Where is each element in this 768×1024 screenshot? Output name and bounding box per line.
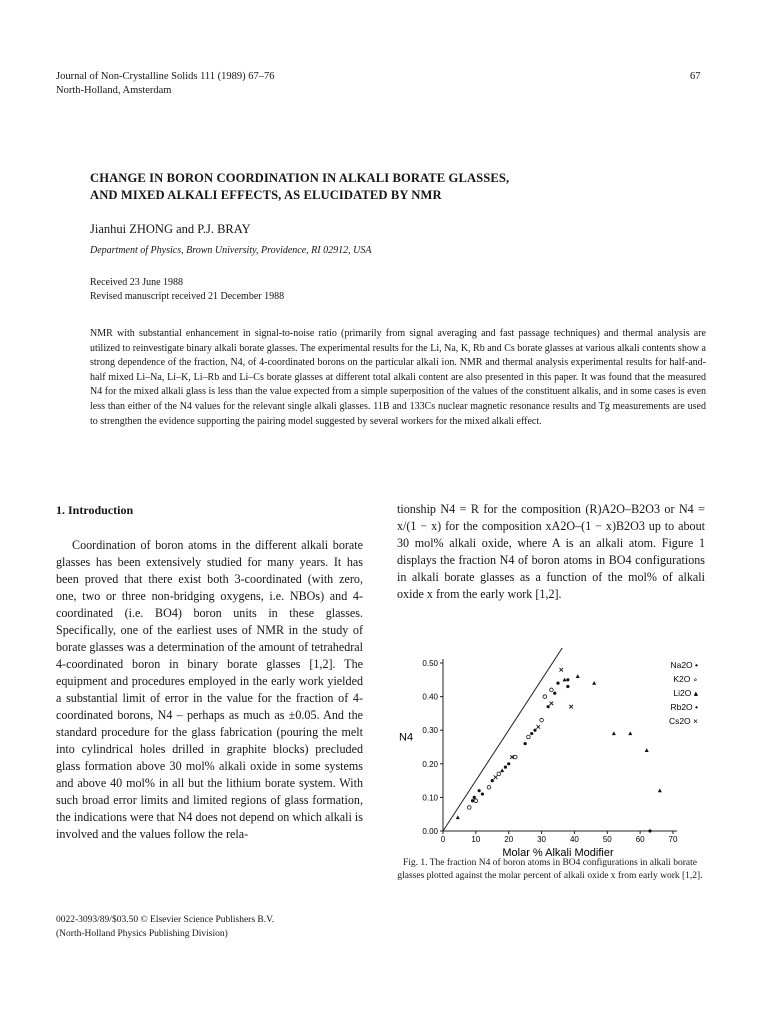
title-line-2: AND MIXED ALKALI EFFECTS, AS ELUCIDATED BY NMR: [90, 188, 442, 202]
y-tick-label: 0.50: [422, 659, 438, 668]
reference-line: [443, 648, 572, 831]
data-point-rb2o: [530, 732, 533, 735]
article-title: [90, 170, 690, 204]
journal-line: Journal of Non-Crystalline Solids 111 (1989) 67–76: [56, 71, 275, 82]
intro-paragraph-cont: tionship N4 = R for the composition (R)A2O–B2O3 or N4 = x/(1 − x) for the composition xA2O–(1 − x)B2O3 up to about 30 mol% alkali oxide, where A is an alkali atom. Figure 1 displays the fraction N4 of boron atoms in BO4 configurations in alkali borate glasses as a function of the mol% of alkali oxide x from the early work [1,2].: [397, 502, 705, 601]
dates: [90, 276, 284, 304]
x-tick-label: 30: [537, 835, 547, 844]
data-point-na2o: [491, 779, 494, 782]
x-tick-label: 40: [569, 835, 579, 844]
data-point-li2o: [658, 788, 662, 792]
n4-scatter-chart: [395, 648, 705, 858]
data-point-k2o: [540, 718, 544, 722]
x-tick-label: 10: [471, 835, 481, 844]
data-point-li2o: [645, 748, 649, 752]
x-tick-label: 50: [602, 835, 612, 844]
body-column-left: [56, 537, 363, 843]
data-point-cs2o: [569, 705, 573, 709]
data-point-k2o: [467, 806, 471, 810]
data-point-cs2o: [536, 725, 540, 729]
data-point-li2o: [456, 815, 460, 819]
intro-paragraph: Coordination of boron atoms in the different alkali borate glasses has been extensively studied for many years. It has been proved that there exist both 3-coordinated (with zero, one, two or three non-bridging oxygens, i.e. NBOs) and 4-coordinated (i.e. BO4) boron units in these glasses. Specifically, one of the earliest uses of NMR in the study of borate glasses was a determination of the amount of tetrahedral 4-coordinated boron in binary borate glasses [1,2]. The equipment and procedures employed in the early work yielded a substantial limit of error in the value for the fraction of 4-coordinated borons, N4 – perhaps as much as ±0.05. And the standard procedure for the glass fabrication (pouring the melt into cylindrical holes drilled in graphite blocks) precluded glass formation above 30 mol% alkali oxide in some systems and above 40 mol% in all but the lithium borate system. With such broad error limits and limited regions of glass formation, the indications were that N4 does not depend on which alkali is involved and the values follow the rela-: [56, 538, 363, 841]
authors: Jianhui ZHONG and P.J. BRAY: [90, 222, 251, 236]
data-point-rb2o: [471, 799, 474, 802]
publisher-line: North-Holland, Amsterdam: [56, 85, 172, 96]
data-point-k2o: [543, 695, 547, 699]
received-date: Received 23 June 1988: [90, 277, 184, 288]
figure-caption: Fig. 1. The fraction N4 of boron atoms in BO4 configurations in alkali borate glasses plotted against the molar percent of alkali oxide x from early work [1,2].: [397, 858, 703, 881]
data-point-na2o: [473, 796, 476, 799]
data-point-k2o: [474, 799, 478, 803]
data-point-li2o: [576, 674, 580, 678]
affiliation: Department of Physics, Brown University, Providence, RI 02912, USA: [90, 245, 372, 256]
data-point-rb2o: [504, 766, 507, 769]
data-point-k2o: [550, 688, 554, 692]
data-point-rb2o: [481, 792, 484, 795]
journal-header: [56, 70, 275, 98]
data-point-na2o: [478, 789, 481, 792]
data-point-rb2o: [566, 685, 569, 688]
body-column-right: [397, 501, 705, 603]
footer-line-1: 0022-3093/89/$03.50 © Elsevier Science Publishers B.V.: [56, 915, 275, 925]
data-point-k2o: [487, 786, 491, 790]
copyright-footer: [56, 913, 274, 941]
legend-entry: Na2O •: [670, 660, 698, 670]
y-tick-label: 0.30: [422, 726, 438, 736]
data-point-na2o: [524, 742, 527, 745]
y-axis-label: N4: [399, 731, 414, 744]
figure-1: [395, 648, 705, 863]
x-tick-label: 20: [504, 835, 514, 844]
legend-entry: K2O ∘: [673, 674, 698, 684]
abstract: NMR with substantial enhancement in signal-to-noise ratio (primarily from signal averaging and fast passage techniques) and thermal analysis are utilized to reinvestigate binary alkali borate glasses. The experimental results for the Li, Na, K, Rb and Cs borate glasses at various alkali contents show a strong dependence of the fraction, N4, of 4-coordinated borons on the particular alkali ion. NMR and thermal analysis experimental results for half-and-half mixed Li–Na, Li–K, Li–Rb and Li–Cs borate glasses at different total alkali content are also presented in this paper. It was found that the measured N4 for the mixed alkali glass is less than the value expected from a simple superposition of the values of the constituent alkalis, and in some cases is even less than either of the N4 values for the relevant single alkali glasses. 11B and 133Cs nuclear magnetic resonance results and Tg measurements are used to strengthen the evidence supporting the pairing model suggested by several workers for the mixed alkali effect.: [90, 328, 706, 427]
legend-entry: Cs2O ×: [668, 716, 698, 726]
data-point-na2o: [533, 729, 536, 732]
footer-line-2: (North-Holland Physics Publishing Division): [56, 929, 228, 939]
data-point-li2o: [628, 731, 632, 735]
data-point-na2o: [547, 705, 550, 708]
data-point-cs2o: [559, 668, 563, 672]
revised-date: Revised manuscript received 21 December 1988: [90, 291, 285, 302]
x-tick-label: 60: [635, 835, 645, 844]
page-number: 67: [690, 71, 701, 82]
data-point-cs2o: [494, 775, 498, 779]
data-point-li2o: [612, 731, 616, 735]
title-line-1: CHANGE IN BORON COORDINATION IN ALKALI BORATE GLASSES,: [90, 171, 510, 185]
data-point-na2o: [648, 829, 651, 832]
section-heading: 1. Introduction: [56, 503, 134, 517]
data-point-li2o: [563, 678, 567, 682]
data-point-li2o: [592, 681, 596, 685]
data-point-rb2o: [553, 692, 556, 695]
data-point-li2o: [500, 768, 504, 772]
x-tick-label: 0: [440, 835, 446, 844]
data-point-k2o: [527, 735, 531, 739]
data-point-na2o: [566, 678, 569, 681]
x-axis-label: Molar % Alkali Modifier: [502, 847, 614, 858]
y-tick-label: 0.00: [422, 827, 438, 836]
legend-entry: Rb2O •: [670, 702, 698, 712]
y-tick-label: 0.10: [422, 793, 438, 803]
data-point-k2o: [513, 755, 517, 759]
data-point-na2o: [556, 682, 559, 685]
y-tick-label: 0.20: [422, 759, 438, 769]
y-tick-label: 0.40: [422, 692, 438, 702]
x-tick-label: 70: [668, 835, 678, 844]
legend-entry: Li2O ▴: [673, 688, 698, 698]
data-point-k2o: [497, 772, 501, 776]
data-point-cs2o: [550, 702, 554, 706]
data-point-na2o: [507, 762, 510, 765]
